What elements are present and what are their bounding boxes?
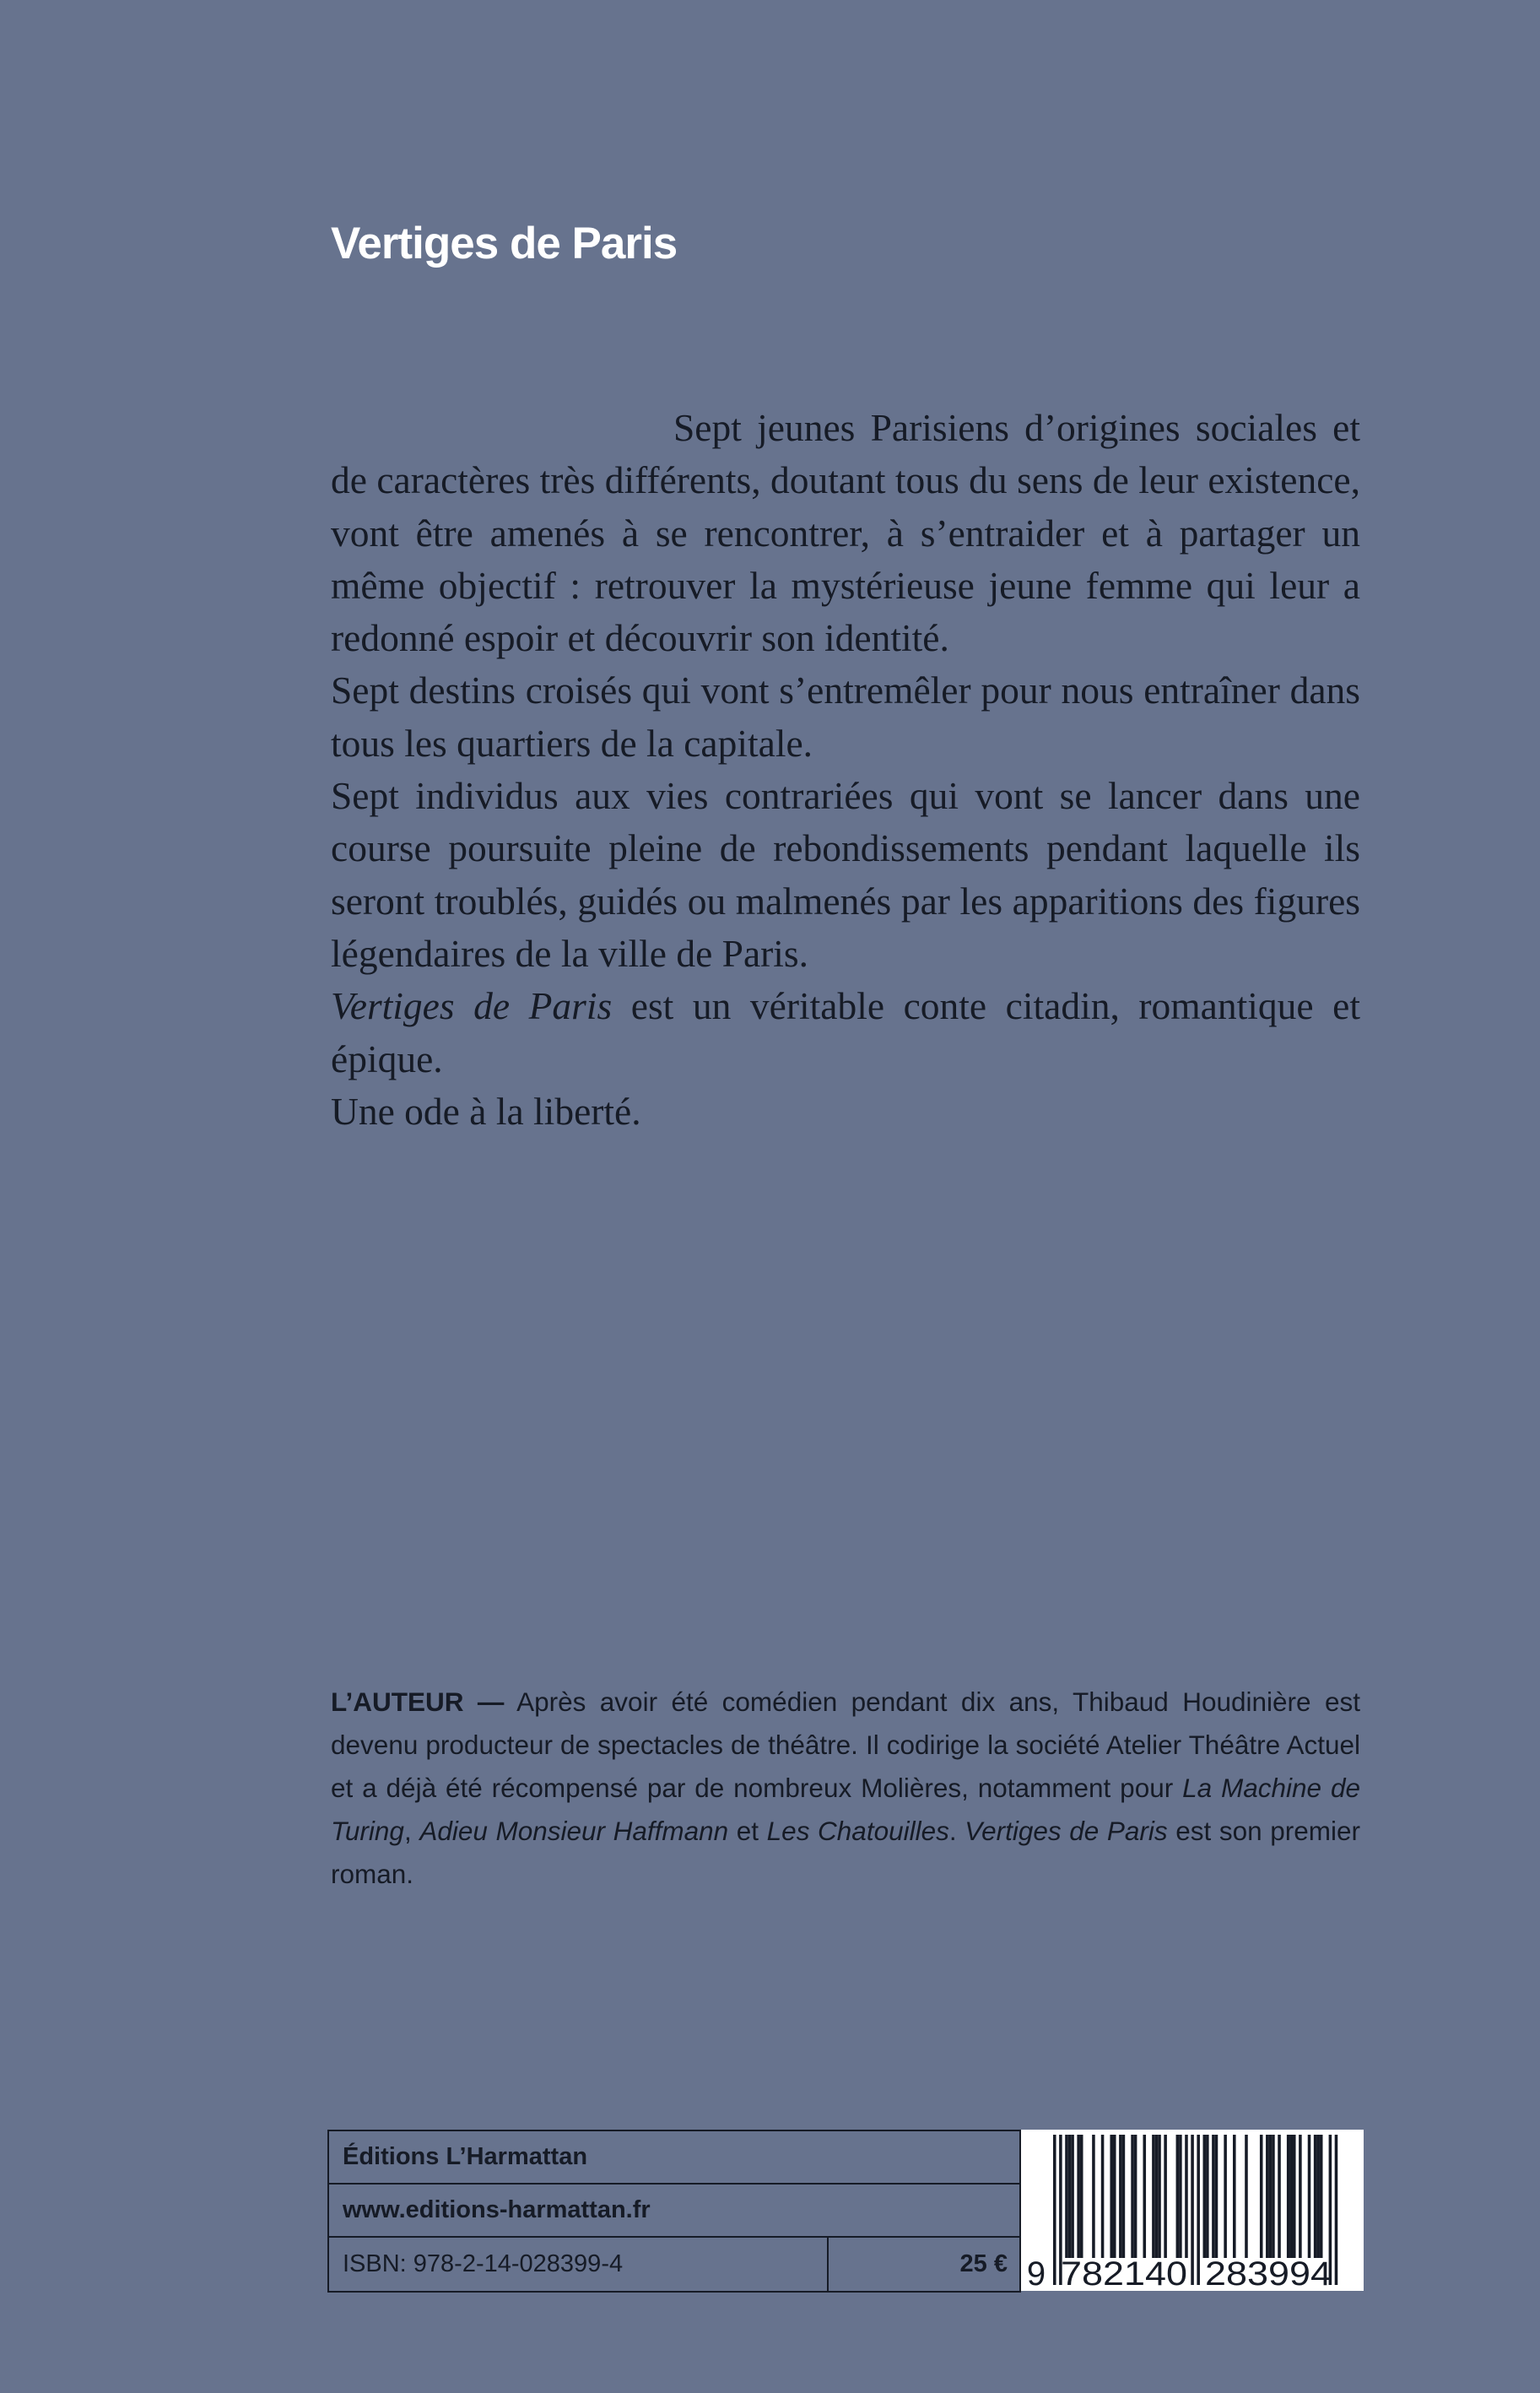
author-text: et	[728, 1816, 767, 1846]
barcode-bar	[1071, 2135, 1074, 2258]
publisher-name: Éditions L’Harmattan	[343, 2143, 588, 2170]
blurb-paragraph: Sept individus aux vies contrariées qui vont se lancer dans une course poursuite pleine de rebondissements pendant laquelle ils seront troublés, guidés ou malmenés par les apparitions des figures légendaires de la ville de Paris.	[331, 774, 1360, 975]
barcode-bar	[1293, 2135, 1296, 2258]
publisher-info-box	[327, 2130, 1364, 2291]
barcode-bar	[1113, 2135, 1116, 2258]
book-title: Vertiges de Paris	[331, 219, 678, 268]
barcode-bar	[1203, 2135, 1207, 2258]
barcode-bar	[1266, 2135, 1269, 2258]
blurb-paragraph: Sept jeunes Parisiens d’origines sociales et de caractères très différents, doutant tous du sens de leur existence, vont être amenés à se rencontrer, à s’entraider et à partager un même objectif : retrouver la mystérieuse jeune femme qui leur a redonné espoir et découvrir son identité.	[331, 406, 1360, 660]
author-text: Après avoir été comédien pendant dix ans, Thibaud Houdinière est devenu producteur de spectacles de théâtre. Il codirige la société Atelier Théâtre Actuel et a déjà été récompensé par de nombreux Molières, notamment pour	[331, 1686, 1360, 1803]
barcode-bar	[1131, 2135, 1134, 2258]
barcode-bar	[1101, 2135, 1105, 2258]
work-title: Vertiges de Paris	[965, 1816, 1168, 1846]
barcode-bar	[1224, 2135, 1227, 2258]
cell-divider	[827, 2238, 829, 2291]
website-row	[329, 2185, 1019, 2238]
barcode-bar	[1316, 2135, 1320, 2258]
barcode-bar	[1155, 2135, 1159, 2258]
barcode-bar	[1289, 2135, 1293, 2258]
author-text: est son premier roman.	[331, 1816, 1361, 1889]
blurb-paragraph	[331, 980, 1360, 1086]
barcode-bar	[1314, 2135, 1317, 2258]
author-bio	[331, 1681, 1360, 1896]
publisher-website: www.editions-harmattan.fr	[343, 2196, 651, 2223]
barcode-bar	[1119, 2135, 1122, 2258]
author-text: .	[948, 1816, 965, 1846]
barcode-bar	[1212, 2135, 1215, 2258]
barcode-bar	[1158, 2135, 1161, 2258]
isbn-text: ISBN: 978-2-14-028399-4	[343, 2250, 624, 2277]
barcode-bar	[1053, 2135, 1056, 2285]
publisher-row	[329, 2131, 1019, 2185]
barcode-bar	[1245, 2135, 1248, 2258]
barcode-bar	[1065, 2135, 1068, 2258]
work-title: La Machine de Turing	[331, 1773, 1360, 1846]
barcode-lead-digit: 9	[1026, 2255, 1046, 2291]
barcode-bar	[1143, 2135, 1147, 2258]
barcode-bar	[1206, 2135, 1209, 2258]
blurb-text: est un véritable conte citadin, romantique et épique.	[331, 984, 1360, 1080]
barcode-bar	[1134, 2135, 1137, 2258]
barcode-right-digits: 283994	[1205, 2255, 1332, 2291]
barcode-bar	[1185, 2135, 1188, 2258]
barcode-bar	[1260, 2135, 1263, 2258]
barcode-bar	[1080, 2135, 1083, 2258]
barcode-bar	[1278, 2135, 1281, 2258]
barcode-bar	[1110, 2135, 1113, 2258]
barcode-bar	[1335, 2135, 1338, 2285]
barcode-left-digits: 782140	[1061, 2255, 1187, 2291]
work-title: Les Chatouilles	[766, 1816, 949, 1846]
barcode-bar	[1191, 2135, 1194, 2285]
barcode-bar	[1068, 2135, 1072, 2258]
barcode-bar	[1215, 2135, 1218, 2258]
blurb-paragraph: Une ode à la liberté.	[331, 1089, 641, 1133]
barcode-bar	[1164, 2135, 1167, 2258]
barcode-bar	[1197, 2135, 1200, 2285]
barcode-bar	[1077, 2135, 1080, 2258]
barcode-bar	[1092, 2135, 1095, 2258]
barcode-bar	[1269, 2135, 1273, 2258]
price: 25 €	[959, 2250, 1008, 2277]
blurb-paragraph: Sept destins croisés qui vont s’entremêler pour nous entraîner dans tous les quartiers de la capitale.	[331, 669, 1360, 765]
barcode-bar	[1299, 2135, 1302, 2258]
author-label: L’AUTEUR —	[331, 1686, 505, 1717]
barcode-graphic	[1021, 2130, 1364, 2291]
barcode-bar	[1122, 2135, 1126, 2258]
publisher-info-table	[327, 2130, 1021, 2293]
author-text: ,	[403, 1816, 420, 1846]
barcode-bar	[1179, 2135, 1182, 2258]
barcode-bar	[1308, 2135, 1311, 2258]
barcode-bar	[1233, 2135, 1236, 2258]
barcode-bar	[1152, 2135, 1155, 2258]
barcode-bar	[1287, 2135, 1290, 2258]
isbn-price-row	[329, 2238, 1019, 2291]
work-title: Adieu Monsieur Haffmann	[419, 1816, 729, 1846]
barcode-bar	[1272, 2135, 1275, 2258]
blurb-title-italic: Vertiges de Paris	[331, 984, 613, 1028]
barcode	[1021, 2130, 1364, 2291]
barcode-bar	[1320, 2135, 1323, 2258]
back-cover-blurb	[331, 402, 1360, 1138]
barcode-bar	[1176, 2135, 1180, 2258]
